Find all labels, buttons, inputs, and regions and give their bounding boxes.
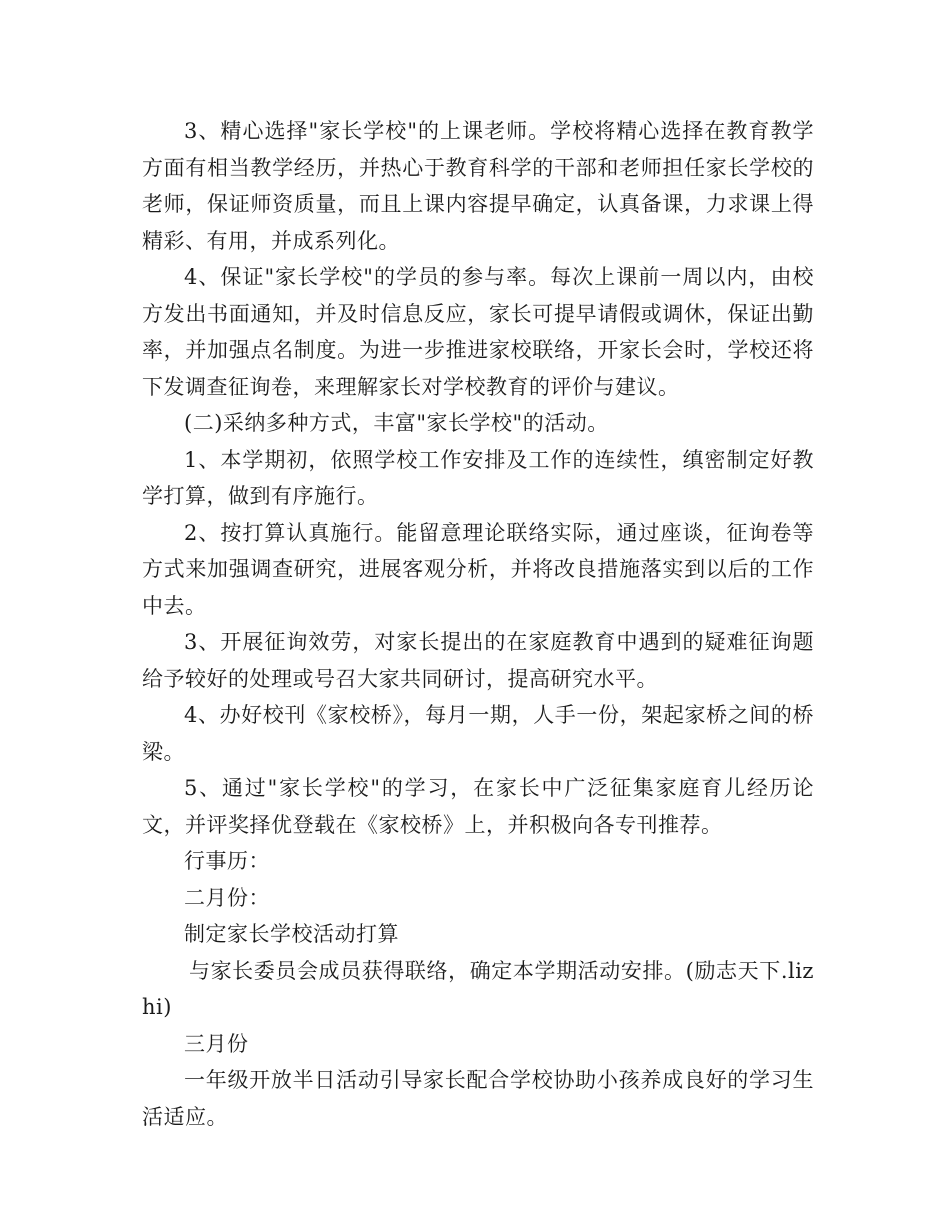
paragraph-committee: 与家长委员会成员获得联络，确定本学期活动安排。(励志天下.lizhi) [142,958,814,1019]
paragraph-february: 二月份： [184,885,270,910]
paragraph-plan: 1、本学期初，依照学校工作安排及工作的连续性，缜密制定好教学打算，做到有序施行。 [142,447,814,508]
paragraph-february-plan: 制定家长学校活动打算 [184,922,399,946]
paragraph-teacher-selection: 3、精心选择"家长学校"的上课老师。学校将精心选择在教育教学方面有相当教学经历，并热心于教育科学的干部和老师担任家长学校的老师，保证师资质量，而且上课内容提早确定，认真备课，力求课上得精彩、有用，并成系列化。 [142,119,814,253]
paragraph-implementation: 2、按打算认真施行。能留意理论联络实际，通过座谈，征询卷等方式来加强调查研究，进展客观分析，并将改良措施落实到以后的工作中去。 [142,520,814,618]
paragraph-open-day: 一年级开放半日活动引导家长配合学校协助小孩养成良好的学习生活适应。 [142,1068,814,1129]
paragraph-essays: 5、通过"家长学校"的学习，在家长中广泛征集家庭育儿经历论文，并评奖择优登载在《家校桥》上，并积极向各专刊推荐。 [142,776,814,837]
paragraph-journal: 4、办好校刊《家校桥》，每月一期，人手一份，架起家桥之间的桥梁。 [142,703,814,764]
paragraph-attendance: 4、保证"家长学校"的学员的参与率。每次上课前一周以内，由校方发出书面通知，并及时信息反应，家长可提早请假或调休，保证出勤率，并加强点名制度。为进一步推进家校联络，开家长会时，学校还将下发调查征询卷，来理解家长对学校教育的评价与建议。 [142,265,814,399]
document-page [142,113,814,1135]
paragraph-march: 三月份 [184,1031,249,1056]
paragraph-consulting: 3、开展征询效劳，对家长提出的在家庭教育中遇到的疑难征询题给予较好的处理或号召大家共同研讨，提高研究水平。 [142,630,814,691]
paragraph-calendar-heading: 行事历： [184,849,270,873]
paragraph-section-heading: (二)采纳多种方式，丰富"家长学校"的活动。 [184,411,609,435]
